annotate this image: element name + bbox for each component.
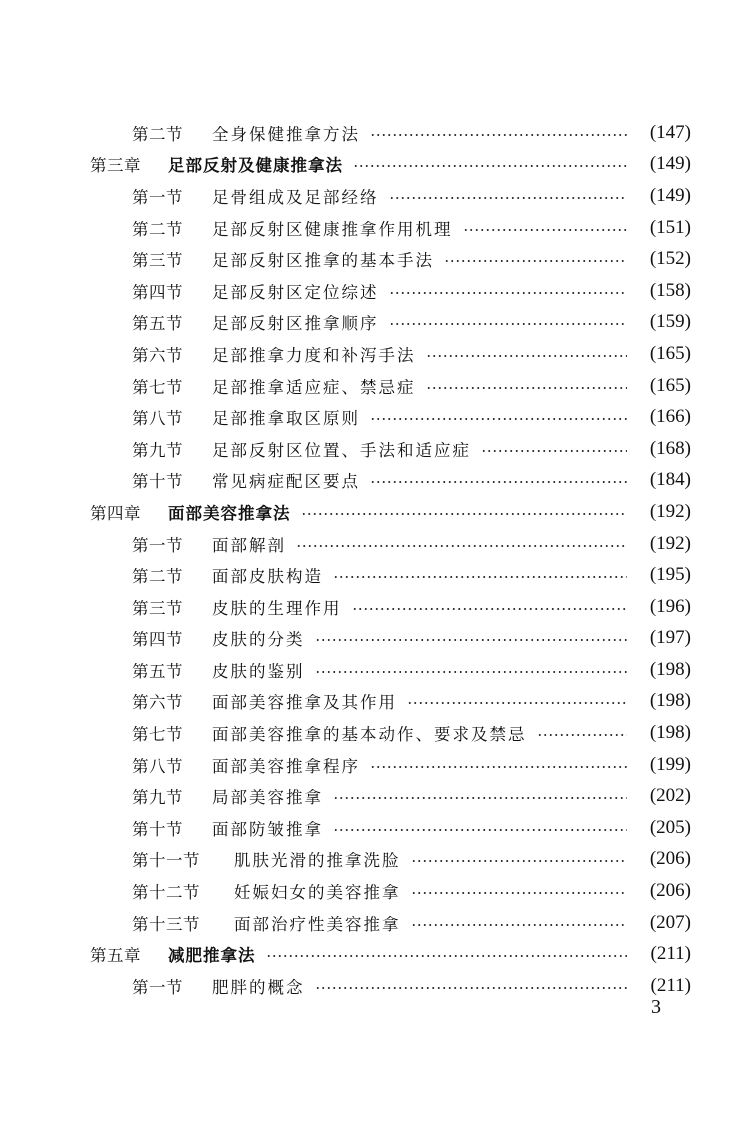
toc-title: 皮肤的分类 bbox=[212, 630, 305, 650]
toc-entry bbox=[0, 465, 747, 497]
dot-leader bbox=[370, 418, 627, 420]
toc-entry bbox=[0, 370, 747, 402]
dot-leader bbox=[407, 702, 627, 704]
toc-entry bbox=[0, 907, 747, 939]
dot-leader bbox=[315, 987, 628, 989]
dot-leader bbox=[333, 829, 627, 831]
toc-entry bbox=[0, 875, 747, 907]
toc-number: 第三节 bbox=[132, 598, 183, 618]
dot-leader bbox=[315, 671, 628, 673]
dot-leader bbox=[389, 197, 628, 199]
toc-entry bbox=[0, 938, 747, 970]
toc-number: 第九节 bbox=[132, 440, 183, 460]
toc-title: 面部美容推拿法 bbox=[168, 503, 291, 523]
toc-title: 妊娠妇女的美容推拿 bbox=[234, 883, 401, 903]
toc-title: 面部美容推拿及其作用 bbox=[212, 693, 397, 713]
toc-page: (165) bbox=[649, 374, 691, 396]
toc-title: 肥胖的概念 bbox=[212, 977, 305, 997]
toc-entry bbox=[0, 970, 747, 1002]
toc-title: 足部反射区推拿的基本手法 bbox=[212, 251, 434, 271]
toc-page: (197) bbox=[649, 627, 691, 649]
toc-page: (198) bbox=[649, 658, 691, 680]
dot-leader bbox=[444, 260, 627, 262]
toc-title: 足部反射区推拿顺序 bbox=[212, 314, 379, 334]
toc-page: (184) bbox=[649, 469, 691, 491]
toc-page: (159) bbox=[649, 311, 691, 333]
dot-leader bbox=[370, 766, 627, 768]
toc-entry bbox=[0, 844, 747, 876]
dot-leader bbox=[353, 165, 627, 167]
toc-title: 足部推拿力度和补泻手法 bbox=[212, 345, 416, 365]
dot-leader bbox=[537, 734, 628, 736]
dot-leader bbox=[370, 134, 627, 136]
toc-number: 第十一节 bbox=[132, 851, 200, 871]
dot-leader bbox=[389, 323, 628, 325]
toc-entry bbox=[0, 149, 747, 181]
toc-page: (165) bbox=[649, 342, 691, 364]
dot-leader bbox=[411, 924, 628, 926]
toc-title: 皮肤的生理作用 bbox=[212, 598, 342, 618]
toc-number: 第十节 bbox=[132, 819, 183, 839]
dot-leader bbox=[315, 639, 628, 641]
toc-number: 第十节 bbox=[132, 472, 183, 492]
toc-title: 足部反射区位置、手法和适应症 bbox=[212, 440, 471, 460]
toc-page: (198) bbox=[649, 722, 691, 744]
toc-entry bbox=[0, 117, 747, 149]
toc-number: 第五节 bbox=[132, 661, 183, 681]
toc-number: 第三章 bbox=[90, 156, 141, 176]
toc-number: 第一节 bbox=[132, 977, 183, 997]
toc-title: 面部解剖 bbox=[212, 535, 286, 555]
toc-page: (206) bbox=[649, 848, 691, 870]
dot-leader bbox=[352, 608, 628, 610]
toc-number: 第十二节 bbox=[132, 883, 200, 903]
toc-title: 全身保健推拿方法 bbox=[212, 124, 360, 144]
toc-entry bbox=[0, 496, 747, 528]
toc-page: (206) bbox=[649, 880, 691, 902]
dot-leader bbox=[463, 229, 628, 231]
toc-title: 面部防皱推拿 bbox=[212, 819, 323, 839]
dot-leader bbox=[296, 545, 627, 547]
toc-entry bbox=[0, 180, 747, 212]
toc-page: (151) bbox=[649, 216, 691, 238]
toc-title: 足骨组成及足部经络 bbox=[212, 187, 379, 207]
toc-number: 第二节 bbox=[132, 567, 183, 587]
toc-entry bbox=[0, 559, 747, 591]
toc-title: 面部治疗性美容推拿 bbox=[234, 914, 401, 934]
toc-title: 面部美容推拿的基本动作、要求及禁忌 bbox=[212, 725, 527, 745]
toc-page: (166) bbox=[649, 406, 691, 428]
toc-page: (158) bbox=[649, 279, 691, 301]
toc-entry bbox=[0, 401, 747, 433]
page-number: 3 bbox=[651, 996, 661, 1018]
dot-leader bbox=[266, 955, 628, 957]
toc-title: 足部反射区健康推拿作用机理 bbox=[212, 219, 453, 239]
toc-page: (202) bbox=[649, 785, 691, 807]
dot-leader bbox=[389, 292, 628, 294]
toc-entry bbox=[0, 433, 747, 465]
toc-number: 第七节 bbox=[132, 725, 183, 745]
toc-number: 第八节 bbox=[132, 409, 183, 429]
toc-page: (211) bbox=[650, 974, 691, 996]
toc-page: (149) bbox=[649, 184, 691, 206]
toc-entry bbox=[0, 307, 747, 339]
toc-number: 第二节 bbox=[132, 124, 183, 144]
toc-entry bbox=[0, 717, 747, 749]
toc-number: 第七节 bbox=[132, 377, 183, 397]
toc-title: 常见病症配区要点 bbox=[212, 472, 360, 492]
toc-entry bbox=[0, 749, 747, 781]
toc-entry bbox=[0, 528, 747, 560]
toc-page: (195) bbox=[649, 564, 691, 586]
toc-page: (147) bbox=[649, 121, 691, 143]
toc-number: 第一节 bbox=[132, 535, 183, 555]
toc-entry bbox=[0, 654, 747, 686]
toc-title: 足部推拿取区原则 bbox=[212, 409, 360, 429]
toc-number: 第四节 bbox=[132, 282, 183, 302]
toc-number: 第六节 bbox=[132, 345, 183, 365]
toc-page: (205) bbox=[649, 816, 691, 838]
toc-page: (196) bbox=[649, 595, 691, 617]
dot-leader bbox=[481, 450, 627, 452]
toc-number: 第一节 bbox=[132, 187, 183, 207]
toc-entry bbox=[0, 812, 747, 844]
toc-page: (192) bbox=[649, 532, 691, 554]
dot-leader bbox=[426, 387, 628, 389]
toc-entry bbox=[0, 686, 747, 718]
toc-title: 肌肤光滑的推拿洗脸 bbox=[234, 851, 401, 871]
toc-title: 足部反射区定位综述 bbox=[212, 282, 379, 302]
toc-entry bbox=[0, 243, 747, 275]
toc-title: 面部皮肤构造 bbox=[212, 567, 323, 587]
toc-title: 面部美容推拿程序 bbox=[212, 756, 360, 776]
dot-leader bbox=[411, 860, 628, 862]
toc-page: (207) bbox=[649, 911, 691, 933]
toc-entry bbox=[0, 338, 747, 370]
toc-title: 足部推拿适应症、禁忌症 bbox=[212, 377, 416, 397]
dot-leader bbox=[333, 576, 627, 578]
toc-page: (198) bbox=[649, 690, 691, 712]
toc-number: 第十三节 bbox=[132, 914, 200, 934]
toc-title: 足部反射及健康推拿法 bbox=[168, 156, 343, 176]
toc-number: 第六节 bbox=[132, 693, 183, 713]
toc-title: 皮肤的鉴别 bbox=[212, 661, 305, 681]
toc-title: 减肥推拿法 bbox=[168, 946, 256, 966]
toc-entry bbox=[0, 780, 747, 812]
toc-page: (152) bbox=[649, 248, 691, 270]
toc-number: 第二节 bbox=[132, 219, 183, 239]
toc-number: 第四章 bbox=[90, 503, 141, 523]
dot-leader bbox=[333, 797, 627, 799]
toc-page: (192) bbox=[649, 500, 691, 522]
dot-leader bbox=[301, 513, 628, 515]
toc-title: 局部美容推拿 bbox=[212, 788, 323, 808]
toc-entry bbox=[0, 212, 747, 244]
toc-page: (149) bbox=[649, 153, 691, 175]
dot-leader bbox=[370, 481, 627, 483]
table-of-contents bbox=[0, 117, 747, 1002]
toc-number: 第五节 bbox=[132, 314, 183, 334]
toc-number: 第五章 bbox=[90, 946, 141, 966]
toc-number: 第四节 bbox=[132, 630, 183, 650]
toc-page: (199) bbox=[649, 753, 691, 775]
toc-page: (211) bbox=[650, 943, 691, 965]
toc-number: 第八节 bbox=[132, 756, 183, 776]
toc-entry bbox=[0, 275, 747, 307]
toc-entry bbox=[0, 591, 747, 623]
toc-number: 第九节 bbox=[132, 788, 183, 808]
dot-leader bbox=[411, 892, 628, 894]
toc-page: (168) bbox=[649, 437, 691, 459]
toc-number: 第三节 bbox=[132, 251, 183, 271]
toc-entry bbox=[0, 623, 747, 655]
dot-leader bbox=[426, 355, 628, 357]
